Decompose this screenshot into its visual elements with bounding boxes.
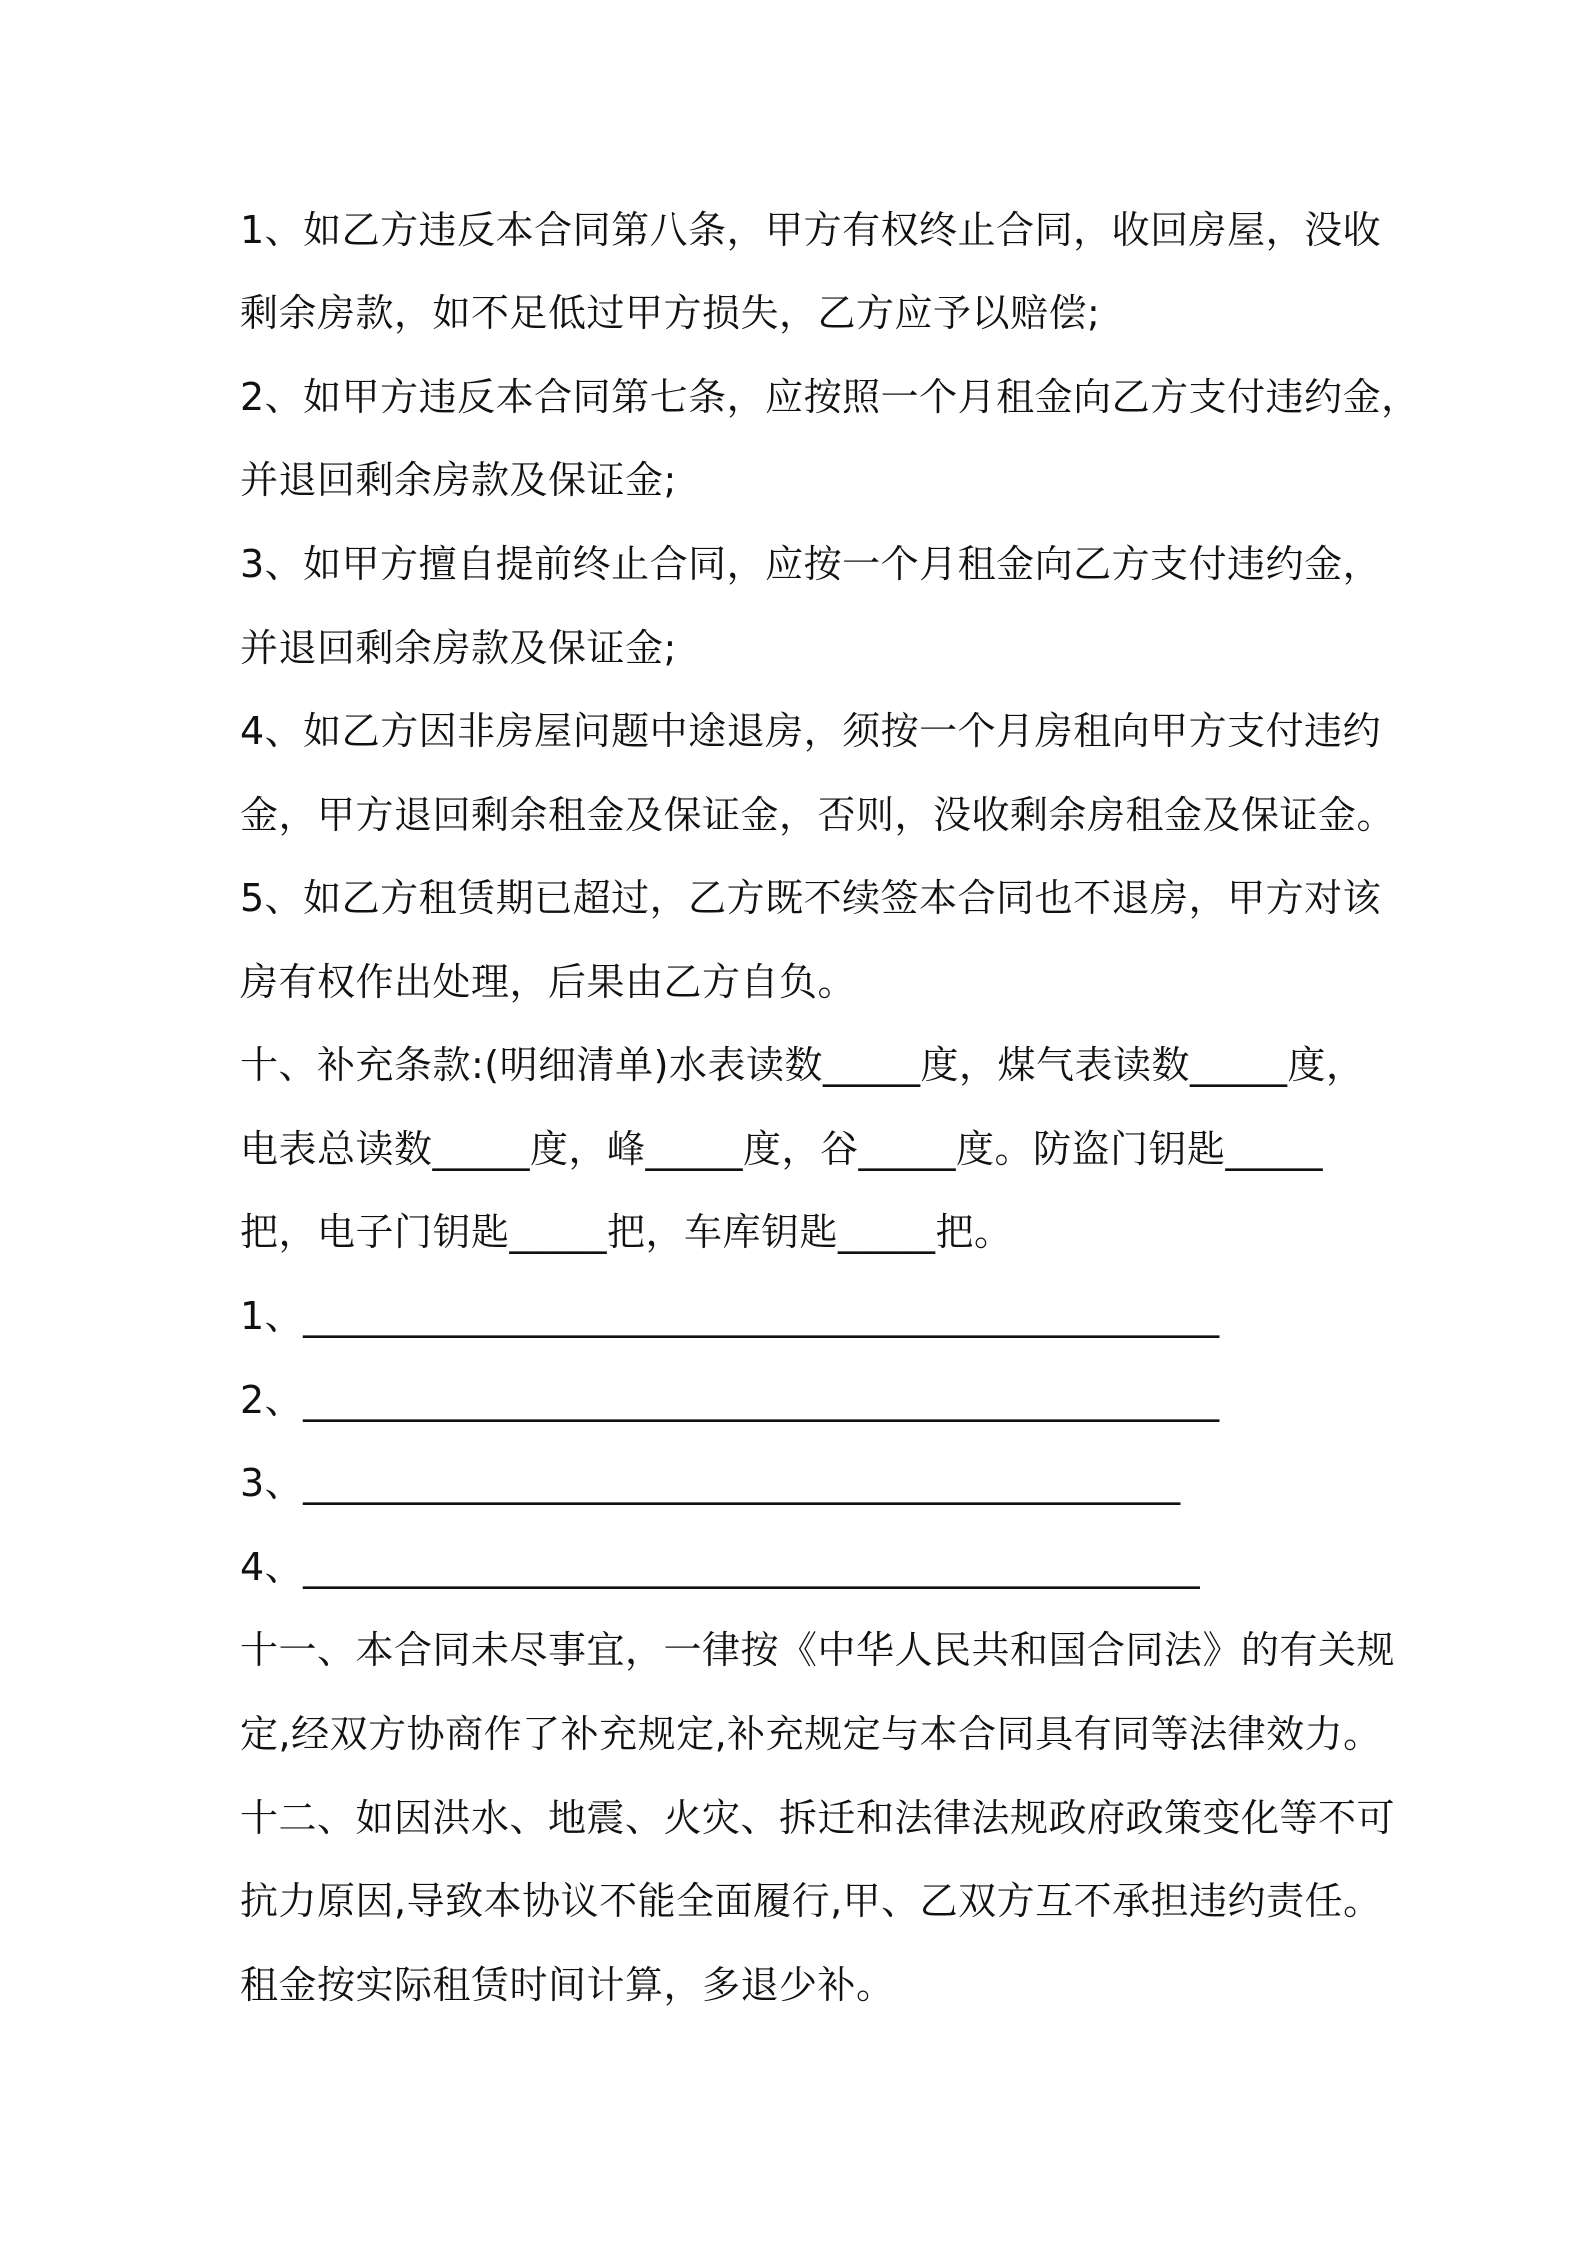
clause-9-item-4-line-1: 4、如乙方因非房屋问题中途退房，须按一个月房租向甲方支付违约 [240, 709, 1382, 753]
blank-item-4: 4、______________________________________________ [240, 1545, 1201, 1589]
clause-12-line-1: 十二、如因洪水、地震、火灾、拆迁和法律法规政府政策变化等不可 [240, 1796, 1396, 1840]
clause-9-item-5-line-2: 房有权作出处理，后果由乙方自负。 [240, 960, 857, 1004]
clause-10-line-2: 电表总读数_____度，峰_____度，谷_____度。防盗门钥匙_____ [240, 1127, 1324, 1171]
clause-11-line-2: 定,经双方协商作了补充规定,补充规定与本合同具有同等法律效力。 [240, 1712, 1382, 1756]
blank-item-3: 3、_____________________________________________ [240, 1461, 1181, 1505]
clause-9-item-1-line-1: 1、如乙方违反本合同第八条，甲方有权终止合同，收回房屋，没收 [240, 208, 1382, 252]
clause-10-line-3: 把，电子门钥匙_____把，车库钥匙_____把。 [240, 1210, 1013, 1254]
clause-9-item-4-line-2: 金，甲方退回剩余租金及保证金，否则，没收剩余房租金及保证金。 [240, 793, 1396, 837]
clause-12-line-2: 抗力原因,导致本协议不能全面履行,甲、乙双方互不承担违约责任。 [240, 1879, 1382, 1923]
clause-9-item-3-line-2: 并退回剩余房款及保证金; [240, 626, 677, 670]
blank-item-1: 1、_______________________________________________ [240, 1294, 1220, 1338]
clause-9-item-1-line-2: 剩余房款，如不足低过甲方损失，乙方应予以赔偿; [240, 291, 1101, 335]
clause-9-item-2-line-2: 并退回剩余房款及保证金; [240, 458, 677, 502]
clause-9-item-5-line-1: 5、如乙方租赁期已超过，乙方既不续签本合同也不退房，甲方对该 [240, 876, 1382, 920]
clause-9-item-3-line-1: 3、如甲方擅自提前终止合同，应按一个月租金向乙方支付违约金， [240, 542, 1382, 586]
clause-9-item-2-line-1: 2、如甲方违反本合同第七条，应按照一个月租金向乙方支付违约金， [240, 375, 1420, 419]
blank-item-2: 2、_______________________________________________ [240, 1378, 1220, 1422]
clause-12-line-3: 租金按实际租赁时间计算，多退少补。 [240, 1963, 895, 2007]
clause-10-line-1: 十、补充条款:(明细清单)水表读数_____度，煤气表读数_____度， [240, 1043, 1365, 1087]
clause-11-line-1: 十一、本合同未尽事宜，一律按《中华人民共和国合同法》的有关规 [240, 1628, 1396, 1672]
